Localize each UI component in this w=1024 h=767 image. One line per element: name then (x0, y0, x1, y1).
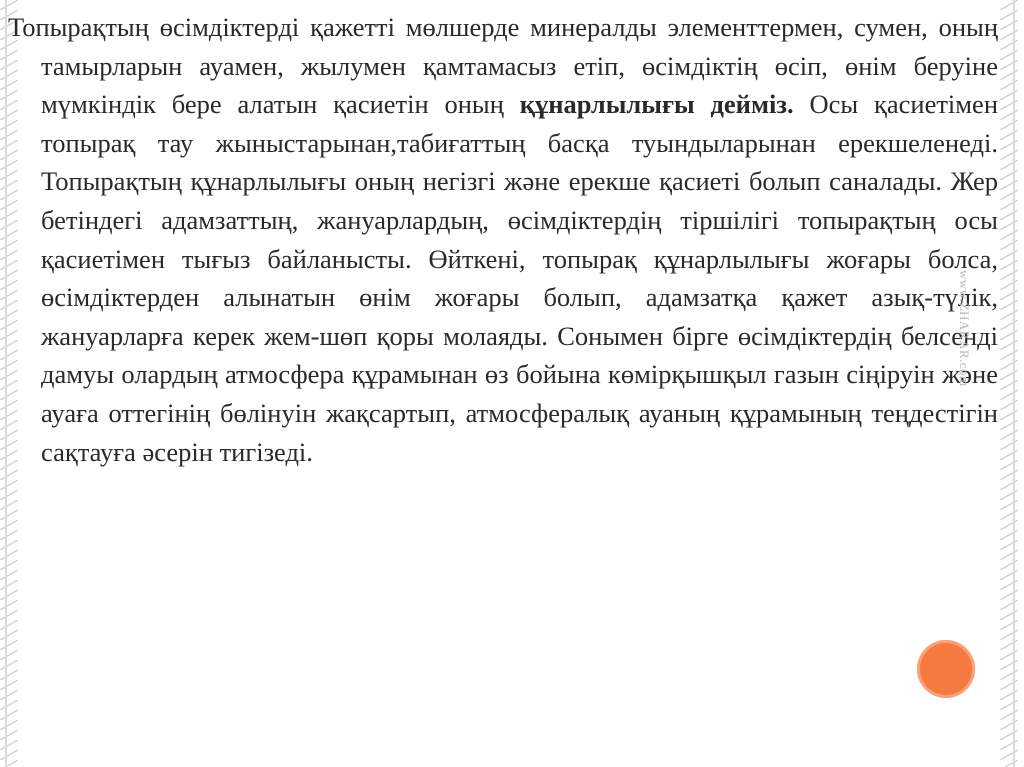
slide-body-text (8, 8, 998, 471)
watermark-text: www.ZHARAR.com (957, 270, 972, 387)
text-after-term: Осы қасиетімен топырақ тау жыныстарынан,табиғаттың басқа туындыларынан ерекшеленеді. Топырақтың құнарлылығы оның негізгі және ерекше қасиеті болып саналады. Жер бетіндегі адамзаттың, жануарлардың, өсімдіктердің тіршілігі топырақтың осы қасиетімен тығыз байланысты. Өйткені, топырақ құнарлылығы жоғары болса, өсімдіктерден алынатын өнім жоғары болып, адамзатқа қажет азық-түлік, жануарларға керек жем-шөп қоры молаяды. Сонымен бірге өсімдіктердің белсенді дамуы олардың атмосфера құрамынан өз бойына көмірқышқыл газын сіңіруін және ауаға оттегінің бөлінуін жақсартып, атмосфералық ауаның құрамының теңдестігін сақтауға әсерін тигізеді. (41, 89, 998, 467)
text-before-term: Топырақтың өсімдіктерді қажетті мөлшерде минералды элементтермен, сумен, оның тамырларын ауамен, жылумен қамтамасыз етіп, өсімдіктің өсіп, өнім беруіне мүмкіндік бере алатын қасиетін оның (8, 12, 998, 120)
left-frame-rule (5, 0, 7, 767)
paragraph (8, 8, 998, 471)
bold-term: құнарлылығы деймiз. (519, 89, 794, 120)
right-stripe-border (1000, 0, 1018, 767)
right-frame-rule (1013, 0, 1015, 767)
orange-circle-decoration (917, 640, 975, 698)
